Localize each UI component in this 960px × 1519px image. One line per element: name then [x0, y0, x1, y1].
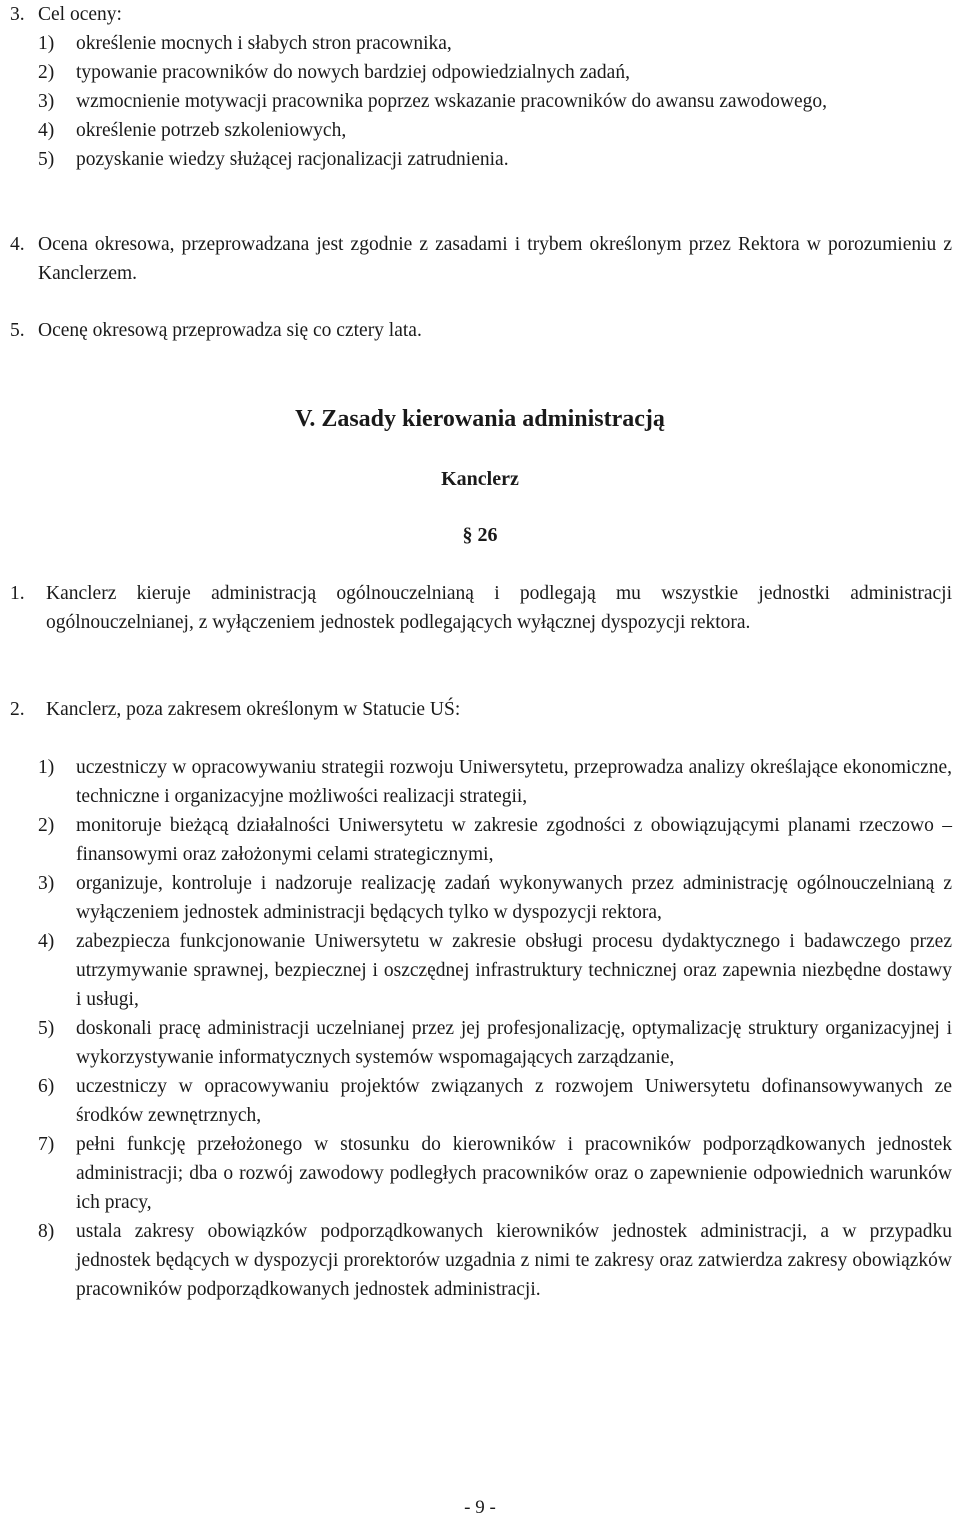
item-text: Ocenę okresową przeprowadza się co cztery lata.: [38, 320, 422, 341]
paragraph-number: § 26: [462, 524, 498, 546]
list-item: 7) pełni funkcję przełożonego w stosunku do kierowników i pracowników podporządkowanych jednostek administracji; dba o rozwój zawodowy podległych pracowników oraz o zapewnienie odpowiednich warunków ich pracy,: [38, 1134, 952, 1213]
list-item: 6) uczestniczy w opracowywaniu projektów związanych z rozwojem Uniwersytetu dofinansowywanych ze środków zewnętrznych,: [38, 1076, 952, 1126]
list-item-4: [10, 230, 952, 288]
item-number: 1.: [10, 583, 25, 604]
cel-oceny-list: [38, 29, 952, 174]
list-item: 1) uczestniczy w opracowywaniu strategii rozwoju Uniwersytetu, przeprowadza analizy określające ekonomiczne, techniczne i organizacyjne możliwości realizacji strategii,: [38, 757, 952, 807]
item-number: 2.: [10, 699, 25, 720]
list-item-3: [10, 0, 952, 29]
list-item: 3) organizuje, kontroluje i nadzoruje realizację zadań wykonywanych przez administrację ogólnouczelnianą z wyłączeniem jednostek administracji będących tylko w dyspozycji rektora,: [38, 873, 952, 923]
chapter-title: V. Zasady kierowania administracją: [295, 406, 665, 432]
paragraph-2: [10, 695, 952, 724]
item-number: 5.: [10, 320, 25, 341]
list-item: 3) wzmocnienie motywacji pracownika poprzez wskazanie pracowników do awansu zawodowego,: [38, 91, 828, 112]
list-item: 2) monitoruje bieżącą działalności Uniwersytetu w zakresie zgodności z obowiązującymi planami rzeczowo – finansowymi oraz założonymi celami strategicznymi,: [38, 815, 952, 865]
section-title: Kanclerz: [441, 468, 519, 490]
list-item: 2) typowanie pracowników do nowych bardziej odpowiedzialnych zadań,: [38, 62, 630, 83]
item-number: 3.: [10, 4, 25, 25]
list-item: 4) określenie potrzeb szkoleniowych,: [38, 120, 347, 141]
item-text: Ocena okresowa, przeprowadzana jest zgodnie z zasadami i trybem określonym przez Rektora w porozumieniu z Kanclerzem.: [38, 234, 952, 284]
item-text: Kanclerz kieruje administracją ogólnouczelnianą i podlegają mu wszystkie jednostki administracji ogólnouczelnianej, z wyłączeniem jednostek podlegających wyłącznej dyspozycji rektora.: [46, 583, 952, 633]
item-title: Cel oceny:: [38, 4, 122, 25]
list-item: 5) pozyskanie wiedzy służącej racjonalizacji zatrudnienia.: [38, 149, 509, 170]
paragraph-1: [10, 579, 952, 637]
item-text: Kanclerz, poza zakresem określonym w Statucie UŚ:: [46, 699, 461, 720]
kanclerz-duties-list: [38, 753, 952, 1304]
list-item: 1) określenie mocnych i słabych stron pracownika,: [38, 33, 452, 54]
list-item: 4) zabezpiecza funkcjonowanie Uniwersytetu w zakresie obsługi procesu dydaktycznego i badawczego przez utrzymywanie sprawnej, bezpiecznej i oszczędnej infrastruktury technicznej oraz zapewnia niezbędne dostawy i usługi,: [38, 931, 952, 1010]
list-item: 8) ustala zakresy obowiązków podporządkowanych kierowników jednostek administracji, a w przypadku jednostek będących w dyspozycji prorektorów uzgadnia z nimi te zakresy oraz zatwierdza zakresy obowiązków pracowników podporządkowanych jednostek administracji.: [38, 1221, 952, 1300]
item-number: 4.: [10, 234, 25, 255]
page-number: - 9 -: [464, 1497, 496, 1518]
list-item-5: [10, 316, 952, 345]
list-item: 5) doskonali pracę administracji uczelnianej przez jej profesjonalizację, optymalizację struktury organizacyjnej i wykorzystywanie informatycznych systemów wspomagających zarządzanie,: [38, 1018, 952, 1068]
